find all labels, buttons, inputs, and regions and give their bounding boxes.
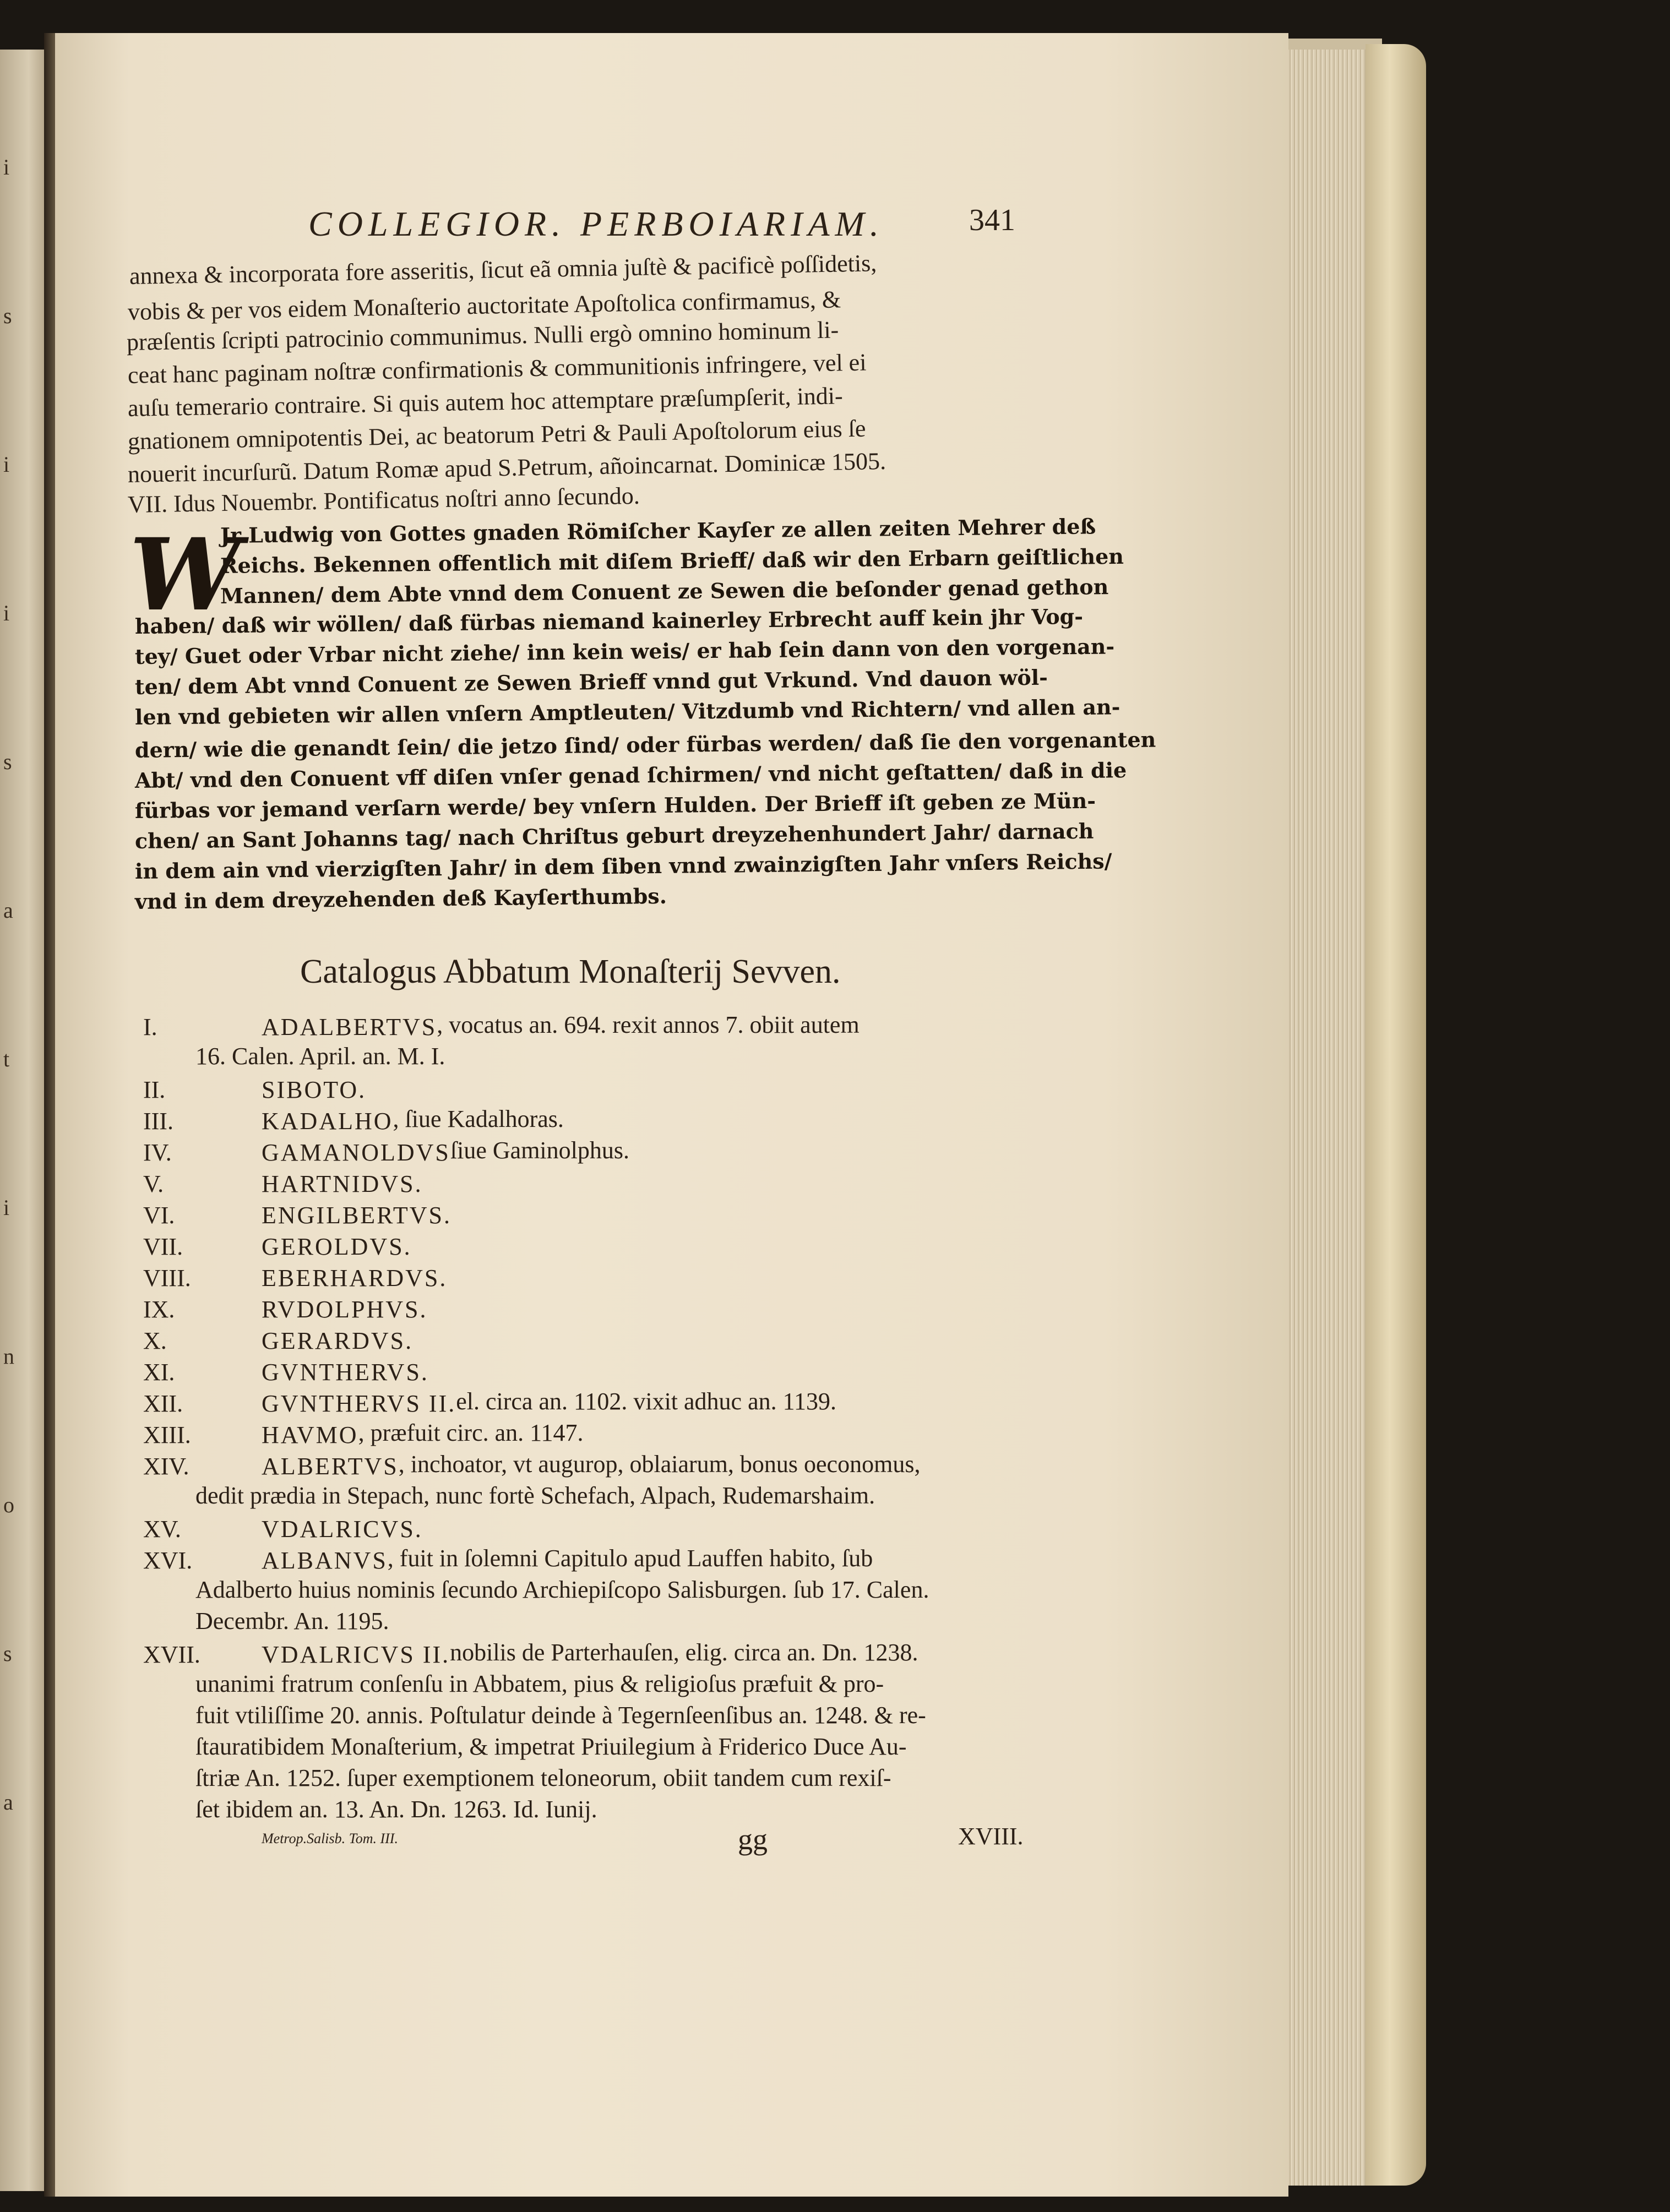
abbot-name: GERARDVS. xyxy=(262,1327,414,1354)
german-text-line: tey/ Guet oder Vrbar nicht ziehe/ inn kein weis/ er hab ſein dann von den vorgenan- xyxy=(134,634,1115,669)
previous-page-margin-letter: o xyxy=(3,1492,14,1517)
abbot-note-continued: dedit prædia in Stepach, nunc fortè Schefach, Alpach, Rudemarshaim. xyxy=(195,1482,875,1509)
abbot-note-continued: fuit vtiliſſime 20. annis. Poſtulatur deinde à Tegernſeenſibus an. 1248. & re- xyxy=(195,1702,926,1729)
latin-text-line: VII. Idus Nouembr. Pontificatus noſtri anno ſecundo. xyxy=(127,482,640,518)
abbot-name: SIBOTO. xyxy=(262,1076,367,1103)
latin-text-line: præſentis ſcripti patrocinio communimus. Nulli ergò omnino hominum li- xyxy=(126,316,839,356)
abbot-number: XVI. xyxy=(143,1547,193,1574)
abbot-name: KADALHO xyxy=(262,1108,393,1135)
abbot-number: XV. xyxy=(143,1516,181,1543)
abbot-note-continued: 16. Calen. April. an. M. I. xyxy=(195,1043,445,1070)
german-text-line: Reichs. Bekennen offentlich mit diſem Brieff/ daß wir den Erbarn geiſtlichen xyxy=(220,543,1124,578)
drop-cap-initial: W xyxy=(129,517,241,633)
german-text-line: chen/ an Sant Johanns tag/ nach Chriſtus geburt dreyzehenhundert Jahr/ darnach xyxy=(134,818,1094,853)
abbot-name: EBERHARDVS. xyxy=(262,1265,448,1292)
abbot-note: , vocatus an. 694. rexit annos 7. obiit autem xyxy=(437,1011,860,1038)
abbot-name: GVNTHERVS II. xyxy=(262,1390,456,1417)
abbot-number: VIII. xyxy=(143,1265,191,1292)
latin-text-line: gnationem omnipotentis Dei, ac beatorum Petri & Pauli Apoſtolorum eius ſe xyxy=(127,415,866,455)
abbot-note: , ſiue Kadalhoras. xyxy=(393,1105,564,1132)
abbot-name: ALBANVS xyxy=(262,1547,388,1574)
abbot-note-continued: Decembr. An. 1195. xyxy=(195,1608,389,1635)
previous-page-margin-letter: s xyxy=(3,749,12,774)
previous-page-margin-letter: t xyxy=(3,1047,10,1071)
catalog-title: Catalogus Abbatum Monaſterij Sevven. xyxy=(300,953,841,990)
vellum-cover xyxy=(1366,44,1426,2186)
abbot-name: HAVMO xyxy=(262,1421,358,1448)
abbot-name: GEROLDVS. xyxy=(262,1233,412,1260)
abbot-note: , inchoator, vt augurор, oblaiarum, bonus oeconomus, xyxy=(398,1451,921,1478)
german-text-line: Mannen/ dem Abte vnnd dem Conuent ze Sewen die beſonder genad gethon xyxy=(220,574,1109,608)
abbot-name: GVNTHERVS. xyxy=(262,1359,429,1386)
abbot-name: VDALRICVS II. xyxy=(262,1641,450,1668)
abbot-name: ALBERTVS xyxy=(262,1453,399,1480)
german-text-line: in dem ain vnd vierzigſten Jahr/ in dem ſiben vnnd zwainzigſten Jahr vnſers Reichs/ xyxy=(134,848,1112,884)
abbot-note: nobilis de Parterhauſen, elig. circa an. Dn. 1238. xyxy=(450,1639,918,1666)
german-text-line: ten/ dem Abt vnnd Conuent ze Sewen Brieff vnnd gut Vrkund. Vnd dauon wöl- xyxy=(134,664,1048,699)
signature-mark: gg xyxy=(738,1823,768,1856)
abbot-note-continued: unanimi fratrum conſenſu in Abbatem, pius & religioſus præfuit & pro- xyxy=(195,1670,884,1697)
previous-page-margin-letter: i xyxy=(3,452,10,477)
abbot-note-continued: ſtauratibidem Monaſterium, & impetrat Priuilegium à Friderico Duce Au- xyxy=(195,1733,907,1760)
german-text-line: Abt/ vnd den Conuent vff diſen vnſer genad ſchirmen/ vnd nicht geſtatten/ daß in die xyxy=(134,758,1127,793)
german-text-line: vnd in dem dreyzehenden deß Kayſerthumbs. xyxy=(134,883,667,914)
german-text-line: Jr Ludwig von Gottes gnaden Römiſcher Kayſer ze allen zeiten Mehrer deß xyxy=(220,514,1096,548)
page-block-edge xyxy=(1275,50,1376,2186)
abbot-note-continued: ſtriæ An. 1252. ſuper exemptionem teloneorum, obiit tandem cum rexiſ- xyxy=(195,1764,891,1791)
abbot-name: ENGILBERTVS. xyxy=(262,1202,452,1229)
abbot-number: XII. xyxy=(143,1390,183,1417)
previous-page-margin-letter: i xyxy=(3,1195,10,1220)
abbot-number: VII. xyxy=(143,1233,183,1260)
german-text-line: haben/ daß wir wöllen/ daß fürbas niemand kainerley Erbrecht auff kein jhr Vog- xyxy=(134,603,1084,639)
previous-page-margin-letters xyxy=(3,50,25,2191)
abbot-number: XIII. xyxy=(143,1421,191,1448)
german-text-line: len vnd gebieten wir allen vnſern Amptleuten/ Vitzdumb vnd Richtern/ vnd allen an- xyxy=(134,694,1120,729)
abbot-number: III. xyxy=(143,1108,173,1135)
abbot-number: V. xyxy=(143,1170,164,1197)
abbot-note: ſiue Gaminolphus. xyxy=(450,1137,629,1164)
abbot-number: XI. xyxy=(143,1359,175,1386)
abbot-note: el. circa an. 1102. vixit adhuc an. 1139. xyxy=(456,1388,836,1415)
latin-text-line: ceat hanc paginam noſtræ confirmationis & communitionis infringere, vel ei xyxy=(127,348,867,389)
latin-text-line: auſu temerario contraire. Si quis autem hoc attemptare præſumpſerit, indi- xyxy=(127,382,844,422)
running-head: COLLEGIOR. PERBOIARIAM. xyxy=(308,204,884,243)
german-text-line: fürbas vor jemand verſarn werde/ bey vnſern Hulden. Der Brieff iſt geben ze Mün- xyxy=(134,788,1096,823)
abbot-name: HARTNIDVS. xyxy=(262,1170,423,1197)
abbot-number: VI. xyxy=(143,1202,175,1229)
previous-page-margin-letter: a xyxy=(3,1790,13,1815)
previous-page-margin-letter: n xyxy=(3,1344,14,1369)
abbot-note: , præfuit circ. an. 1147. xyxy=(358,1419,584,1446)
catchword: XVIII. xyxy=(958,1823,1024,1850)
page-number: 341 xyxy=(969,203,1015,237)
abbot-number: IX. xyxy=(143,1296,175,1323)
previous-page-margin-letter: i xyxy=(3,155,10,179)
latin-text-line: nouerit incurſurũ. Datum Romæ apud S.Petrum, añoincarnat. Dominicæ 1505. xyxy=(127,447,886,488)
latin-text-line: annexa & incorporata fore asseritis, ſicut eã omnia juſtè & pacificè poſſidetis, xyxy=(129,249,877,290)
previous-page-margin-letter: i xyxy=(3,601,10,625)
previous-page-margin-letter: s xyxy=(3,1641,12,1666)
abbot-number: II. xyxy=(143,1076,166,1103)
abbot-number: I. xyxy=(143,1014,157,1040)
previous-page-margin-letter: s xyxy=(3,303,12,328)
abbot-number: IV. xyxy=(143,1139,172,1166)
abbot-number: X. xyxy=(143,1327,167,1354)
abbot-name: GAMANOLDVS xyxy=(262,1139,450,1166)
abbot-note: , fuit in ſolemni Capitulo apud Lauffen habito, ſub xyxy=(387,1545,873,1572)
abbot-note-continued: ſet ibidem an. 13. An. Dn. 1263. Id. Iunij. xyxy=(195,1796,597,1823)
abbot-note-continued: Adalberto huius nominis ſecundo Archiepiſcopo Salisburgen. ſub 17. Calen. xyxy=(195,1576,929,1603)
previous-page-margin-letter: a xyxy=(3,898,13,923)
abbot-name: RVDOLPHVS. xyxy=(262,1296,428,1323)
latin-text-line: vobis & per vos eidem Monaſterio auctoritate Apoſtolica confirmamus, & xyxy=(127,286,841,325)
abbot-name: ADALBERTVS xyxy=(262,1014,437,1040)
abbot-name: VDALRICVS. xyxy=(262,1516,423,1543)
abbot-number: XVII. xyxy=(143,1641,200,1668)
abbot-number: XIV. xyxy=(143,1453,189,1480)
signature-line: Metrop.Salisb. Tom. III. xyxy=(262,1830,398,1846)
german-text-line: dern/ wie die genandt ſein/ die jetzo ſind/ oder fürbas werden/ daß ſie den vorgenanten xyxy=(134,727,1156,762)
